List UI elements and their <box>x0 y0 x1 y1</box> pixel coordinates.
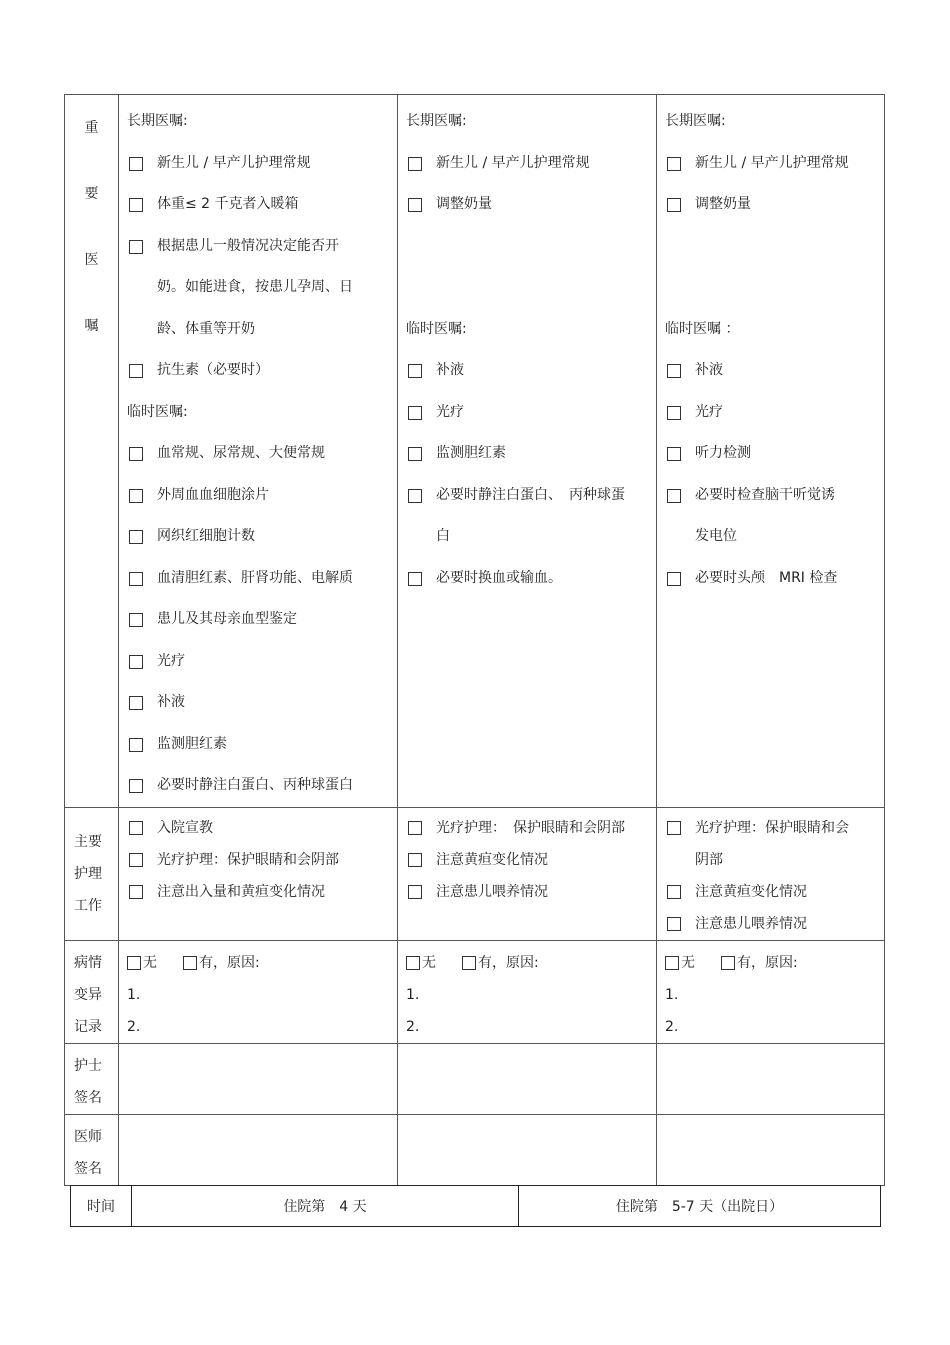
long-term-title: 长期医嘱: <box>127 113 188 129</box>
nursing-row <box>65 807 885 940</box>
orders-col-2 <box>398 95 657 808</box>
nursing-item: 入院宣教 <box>127 812 397 844</box>
nurse-sign-field[interactable] <box>119 1043 398 1114</box>
order-item: 必要时检查脑干听觉诱 <box>665 475 884 517</box>
order-item: 根据患儿一般情况决定能否开 <box>127 226 397 268</box>
checkbox[interactable] <box>129 738 143 752</box>
doctor-sign-field[interactable] <box>398 1114 657 1185</box>
variance-line-1: 1. <box>665 986 679 1003</box>
variance-line-2: 2. <box>406 1018 420 1035</box>
checkbox[interactable] <box>129 198 143 212</box>
pathway-table <box>64 94 885 1186</box>
checkbox[interactable] <box>408 198 422 212</box>
order-item: 监测胆红素 <box>127 724 397 766</box>
order-item-continued: 发电位 <box>695 528 737 544</box>
nursing-item: 注意黄疸变化情况 <box>406 844 656 876</box>
checkbox[interactable] <box>129 157 143 171</box>
order-item: 必要时静注白蛋白、 丙种球蛋 <box>406 475 656 517</box>
order-item: 新生儿 / 早产儿护理常规 <box>665 143 884 185</box>
checkbox[interactable] <box>408 821 422 835</box>
time-header-table <box>70 1185 881 1227</box>
nursing-item: 注意患儿喂养情况 <box>665 908 884 940</box>
order-item: 必要时静注白蛋白、丙种球蛋白 <box>127 765 397 807</box>
nursing-col-3 <box>657 807 885 940</box>
temporary-title: 临时医嘱: <box>406 320 467 337</box>
orders-label-char: 嘱 <box>84 318 99 334</box>
variance-line-1: 1. <box>127 986 141 1003</box>
checkbox[interactable] <box>129 572 143 586</box>
checkbox[interactable] <box>667 489 681 503</box>
order-item: 光疗 <box>127 641 397 683</box>
checkbox[interactable] <box>129 779 143 793</box>
checkbox[interactable] <box>408 489 422 503</box>
variance-line-2: 2. <box>127 1018 141 1035</box>
order-item-continued: 奶。如能进食，按患儿孕周、日 <box>157 279 353 295</box>
nursing-label: 主要 护理 工作 <box>65 807 119 940</box>
nurse-sign-field[interactable] <box>657 1043 885 1114</box>
day-4-header: 住院第 4 天 <box>132 1186 519 1227</box>
checkbox[interactable] <box>408 406 422 420</box>
checkbox[interactable] <box>667 364 681 378</box>
order-item: 补液 <box>665 350 884 392</box>
order-item: 抗生素（必要时） <box>127 350 397 392</box>
nursing-col-1 <box>119 807 398 940</box>
variance-label: 病情 变异 记录 <box>65 940 119 1043</box>
order-item-continued: 白 <box>436 528 450 544</box>
none-checkbox[interactable] <box>665 956 679 970</box>
checkbox[interactable] <box>129 489 143 503</box>
order-item: 听力检测 <box>665 433 884 475</box>
checkbox[interactable] <box>408 447 422 461</box>
long-term-title: 长期医嘱: <box>665 113 726 129</box>
doctor-sign-field[interactable] <box>119 1114 398 1185</box>
checkbox[interactable] <box>408 853 422 867</box>
order-item: 患儿及其母亲血型鉴定 <box>127 599 397 641</box>
checkbox[interactable] <box>408 885 422 899</box>
variance-row <box>65 940 885 1043</box>
checkbox[interactable] <box>129 364 143 378</box>
checkbox[interactable] <box>129 447 143 461</box>
checkbox[interactable] <box>129 655 143 669</box>
doctor-sign-label: 医师 签名 <box>65 1114 119 1185</box>
nurse-sign-row <box>65 1043 885 1114</box>
orders-label-char: 医 <box>84 252 99 268</box>
order-item: 网织红细胞计数 <box>127 516 397 558</box>
checkbox[interactable] <box>667 821 681 835</box>
checkbox[interactable] <box>129 885 143 899</box>
order-item: 外周血血细胞涂片 <box>127 475 397 517</box>
orders-row <box>65 95 885 808</box>
checkbox[interactable] <box>408 572 422 586</box>
variance-line-2: 2. <box>665 1018 679 1035</box>
checkbox[interactable] <box>129 821 143 835</box>
nursing-item: 注意出入量和黄疸变化情况 <box>127 876 397 908</box>
order-item: 监测胆红素 <box>406 433 656 475</box>
checkbox[interactable] <box>129 240 143 254</box>
order-item: 补液 <box>127 682 397 724</box>
variance-col-3: 无 有，原因: 1. 2. <box>657 940 885 1043</box>
orders-col-1 <box>119 95 398 808</box>
none-checkbox[interactable] <box>127 956 141 970</box>
order-item: 血清胆红素、肝肾功能、电解质 <box>127 558 397 600</box>
nursing-item-continued: 阴部 <box>695 851 723 868</box>
nursing-col-2 <box>398 807 657 940</box>
doctor-sign-row <box>65 1114 885 1185</box>
order-item: 调整奶量 <box>665 184 884 226</box>
nursing-item: 光疗护理： 保护眼睛和会阴部 <box>406 812 656 844</box>
yes-checkbox[interactable] <box>183 956 197 970</box>
order-item: 必要时换血或输血。 <box>406 558 656 600</box>
orders-label <box>65 95 119 808</box>
temporary-title: 临时医嘱 ： <box>665 320 740 337</box>
checkbox[interactable] <box>667 917 681 931</box>
order-item: 体重≤ 2 千克者入暖箱 <box>127 184 397 226</box>
none-checkbox[interactable] <box>406 956 420 970</box>
order-item: 新生儿 / 早产儿护理常规 <box>127 143 397 185</box>
yes-checkbox[interactable] <box>721 956 735 970</box>
variance-col-1: 无 有，原因: 1. 2. <box>119 940 398 1043</box>
checkbox[interactable] <box>667 572 681 586</box>
nursing-item: 光疗护理：保护眼睛和会阴部 <box>127 844 397 876</box>
order-item-continued: 龄、体重等开奶 <box>157 320 255 337</box>
order-item: 光疗 <box>406 392 656 434</box>
day-5-7-header: 住院第 5-7 天（出院日） <box>519 1186 881 1227</box>
yes-checkbox[interactable] <box>462 956 476 970</box>
order-item: 补液 <box>406 350 656 392</box>
time-header-row <box>71 1186 881 1227</box>
long-term-title: 长期医嘱: <box>406 113 467 129</box>
nurse-sign-label: 护士 签名 <box>65 1043 119 1114</box>
checkbox[interactable] <box>129 530 143 544</box>
nursing-item: 注意黄疸变化情况 <box>665 876 884 908</box>
nurse-sign-field[interactable] <box>398 1043 657 1114</box>
checkbox[interactable] <box>667 885 681 899</box>
checkbox[interactable] <box>129 853 143 867</box>
orders-label-char: 重 <box>84 120 99 136</box>
temporary-title: 临时医嘱: <box>127 403 188 420</box>
checkbox[interactable] <box>129 696 143 710</box>
order-item: 血常规、尿常规、大便常规 <box>127 433 397 475</box>
orders-label-char: 要 <box>84 186 99 202</box>
orders-col-3 <box>657 95 885 808</box>
doctor-sign-field[interactable] <box>657 1114 885 1185</box>
checkbox[interactable] <box>408 157 422 171</box>
order-item: 必要时头颅 MRI 检查 <box>665 558 884 600</box>
checkbox[interactable] <box>667 157 681 171</box>
nursing-item: 注意患儿喂养情况 <box>406 876 656 908</box>
order-item: 调整奶量 <box>406 184 656 226</box>
variance-line-1: 1. <box>406 986 420 1003</box>
checkbox[interactable] <box>408 364 422 378</box>
checkbox[interactable] <box>667 447 681 461</box>
nursing-item: 光疗护理：保护眼睛和会 <box>665 812 884 844</box>
checkbox[interactable] <box>667 198 681 212</box>
variance-col-2: 无 有，原因: 1. 2. <box>398 940 657 1043</box>
checkbox[interactable] <box>667 406 681 420</box>
checkbox[interactable] <box>129 613 143 627</box>
time-label: 时间 <box>71 1186 132 1227</box>
order-item: 光疗 <box>665 392 884 434</box>
order-item: 新生儿 / 早产儿护理常规 <box>406 143 656 185</box>
